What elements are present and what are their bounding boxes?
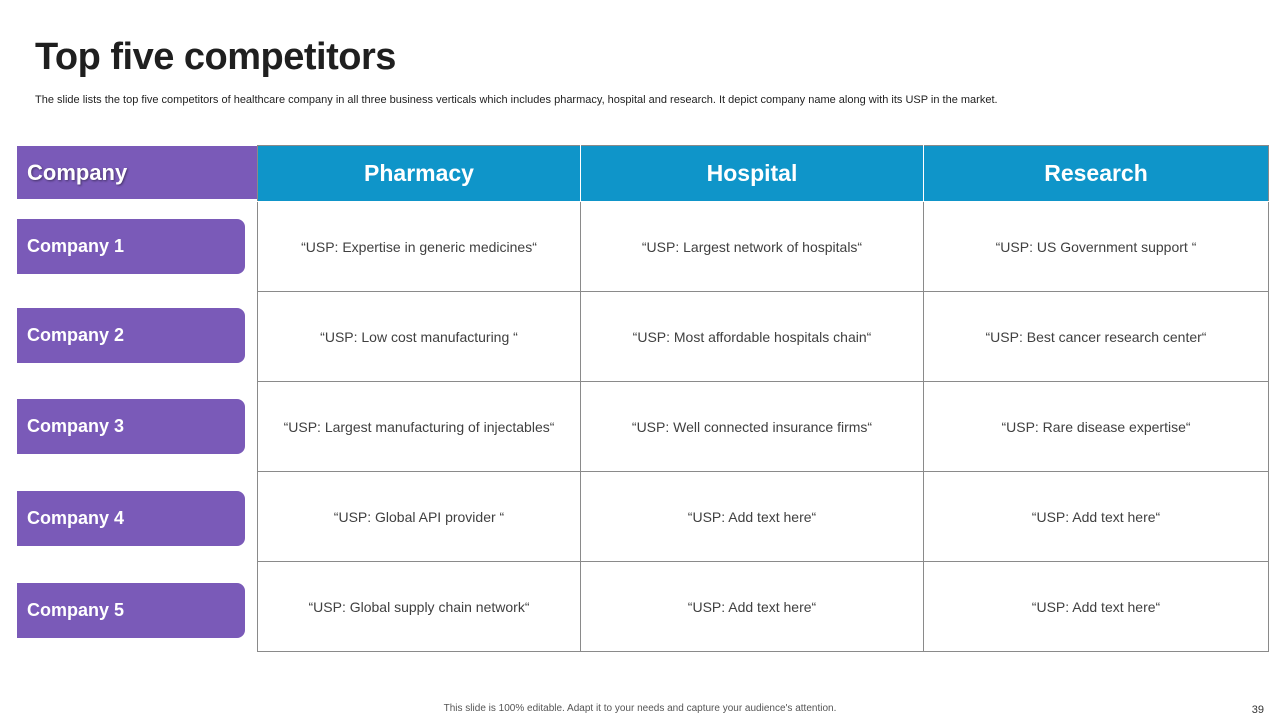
usp-cell: “USP: Global supply chain network“ [258, 562, 581, 652]
usp-cell: “USP: Global API provider “ [258, 472, 581, 562]
usp-cell: “USP: Add text here“ [581, 562, 924, 652]
slide-footer-note: This slide is 100% editable. Adapt it to your needs and capture your audience's attention. [443, 703, 837, 714]
column-header-hospital: Hospital [581, 146, 924, 202]
table-row [258, 472, 1269, 562]
usp-cell: “USP: Largest network of hospitals“ [581, 202, 924, 292]
table-header-row [258, 146, 1269, 202]
company-label-4: Company 4 [17, 491, 245, 546]
usp-cell: “USP: Rare disease expertise“ [924, 382, 1269, 472]
table-row [258, 562, 1269, 652]
slide-subtitle: The slide lists the top five competitors of healthcare company in all three business verticals which includes pharmacy, hospital and research. It depict company name along with its USP in the market. [35, 94, 998, 106]
usp-cell: “USP: Largest manufacturing of injectables“ [258, 382, 581, 472]
usp-cell: “USP: Low cost manufacturing “ [258, 292, 581, 382]
slide-title: Top five competitors [35, 36, 396, 78]
usp-cell: “USP: Well connected insurance firms“ [581, 382, 924, 472]
company-column-header: Company [17, 146, 257, 199]
company-label-2: Company 2 [17, 308, 245, 363]
page-number: 39 [1251, 704, 1264, 716]
table-row [258, 202, 1269, 292]
usp-cell: “USP: Expertise in generic medicines“ [258, 202, 581, 292]
company-label-3: Company 3 [17, 399, 245, 454]
company-label-1: Company 1 [17, 219, 245, 274]
usp-cell: “USP: Most affordable hospitals chain“ [581, 292, 924, 382]
column-header-research: Research [924, 146, 1269, 202]
usp-cell: “USP: Add text here“ [924, 472, 1269, 562]
usp-cell: “USP: Best cancer research center“ [924, 292, 1269, 382]
usp-cell: “USP: Add text here“ [581, 472, 924, 562]
competitor-usp-table [257, 145, 1269, 652]
table-row [258, 292, 1269, 382]
usp-cell: “USP: Add text here“ [924, 562, 1269, 652]
table-row [258, 382, 1269, 472]
company-label-5: Company 5 [17, 583, 245, 638]
usp-cell: “USP: US Government support “ [924, 202, 1269, 292]
column-header-pharmacy: Pharmacy [258, 146, 581, 202]
